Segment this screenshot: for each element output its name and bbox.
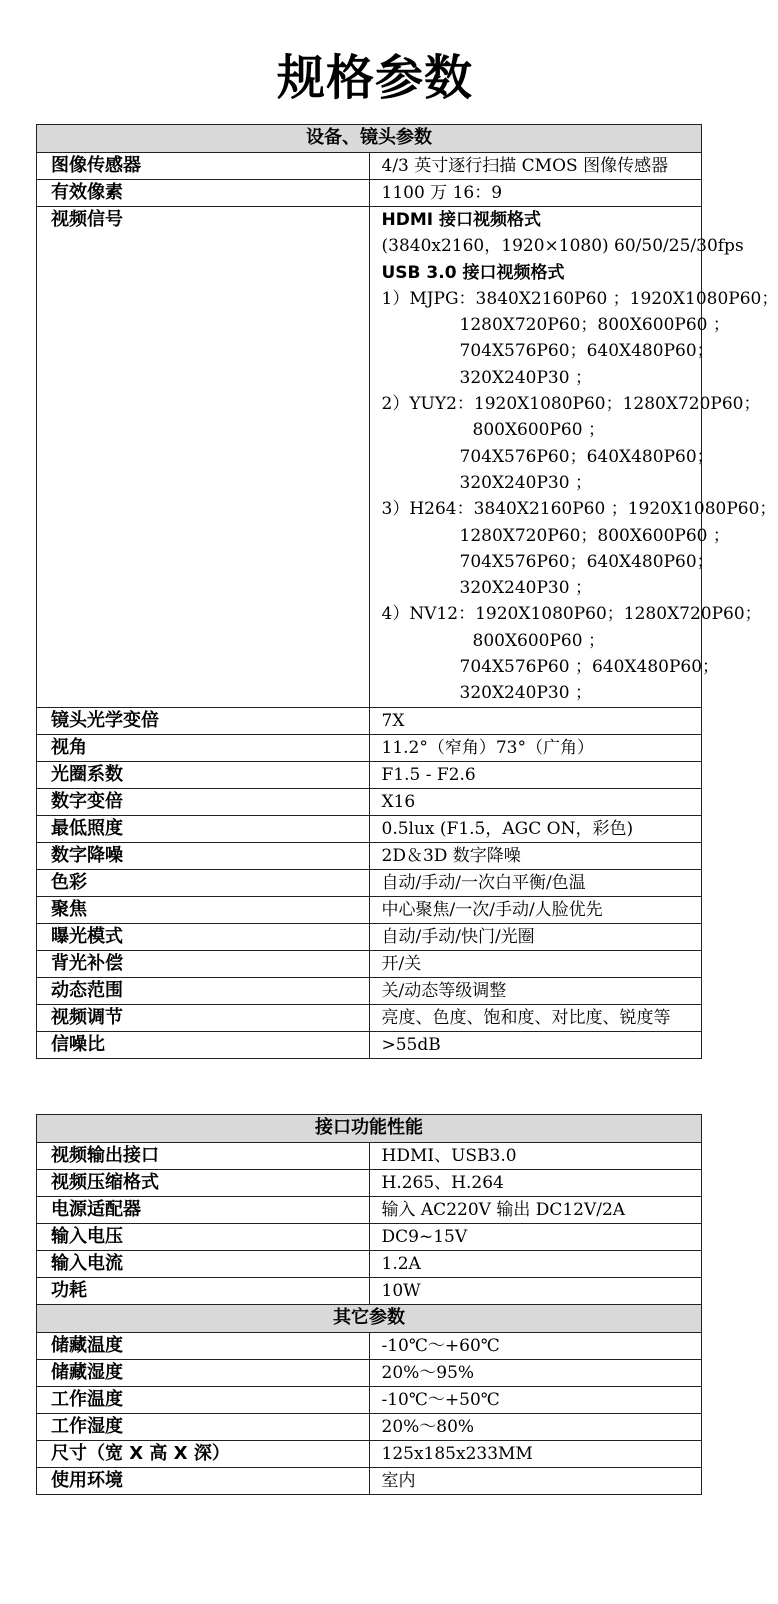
spec-row bbox=[37, 1224, 702, 1251]
spec-label: 动态范围 bbox=[37, 977, 370, 1004]
spec-label: 镜头光学变倍 bbox=[37, 707, 370, 734]
video-format-line: 704X576P60 ；640X480P60； bbox=[459, 657, 720, 678]
spec-row bbox=[37, 1333, 702, 1360]
video-format-line: 704X576P60；640X480P60； bbox=[459, 341, 714, 362]
spec-row bbox=[37, 1143, 702, 1170]
section-header-row bbox=[37, 1115, 702, 1143]
spec-value: 自动/手动/一次白平衡/色温 bbox=[369, 869, 702, 896]
spec-label: 数字降噪 bbox=[37, 842, 370, 869]
section-header-row bbox=[37, 1305, 702, 1333]
spec-row bbox=[37, 1251, 702, 1278]
spec-value: -10℃～+50℃ bbox=[369, 1387, 702, 1414]
spec-label: 储藏湿度 bbox=[37, 1360, 370, 1387]
spec-value: 输入 AC220V 输出 DC12V/2A bbox=[369, 1197, 702, 1224]
spec-value: 1.2A bbox=[369, 1251, 702, 1278]
spec-row bbox=[37, 207, 702, 708]
spec-value: 125x185x233MM bbox=[369, 1441, 702, 1468]
spec-label: 视频输出接口 bbox=[37, 1143, 370, 1170]
spec-value: 4/3 英寸逐行扫描 CMOS 图像传感器 bbox=[369, 153, 702, 180]
video-format-line: USB 3.0 接口视频格式 bbox=[381, 262, 565, 283]
spec-row bbox=[37, 761, 702, 788]
spec-label: 工作湿度 bbox=[37, 1414, 370, 1441]
spec-label: 信噪比 bbox=[37, 1031, 370, 1058]
spec-row bbox=[37, 734, 702, 761]
spec-label: 图像传感器 bbox=[37, 153, 370, 180]
spec-value: 2D＆3D 数字降噪 bbox=[369, 842, 702, 869]
video-format-line: 800X600P60 ； bbox=[472, 420, 605, 441]
spec-label: 有效像素 bbox=[37, 180, 370, 207]
video-format-line: 1）MJPG：3840X2160P60 ；1920X1080P60； bbox=[381, 288, 778, 309]
spec-label: 聚焦 bbox=[37, 896, 370, 923]
spec-row bbox=[37, 815, 702, 842]
video-format-line: 320X240P30 ； bbox=[459, 683, 592, 704]
spec-value: 1100 万 16：9 bbox=[369, 180, 702, 207]
video-format-line: 320X240P30 ； bbox=[459, 472, 592, 493]
video-format-line: (3840x2160，1920×1080) 60/50/25/30fps bbox=[381, 236, 744, 257]
section-header: 设备、镜头参数 bbox=[37, 125, 702, 153]
spec-row bbox=[37, 1387, 702, 1414]
spec-value: H.265、H.264 bbox=[369, 1170, 702, 1197]
spec-row bbox=[37, 153, 702, 180]
video-format-line: 1280X720P60；800X600P60 ； bbox=[459, 525, 730, 546]
spec-value: 室内 bbox=[369, 1468, 702, 1495]
spec-label: 视角 bbox=[37, 734, 370, 761]
spec-label: 最低照度 bbox=[37, 815, 370, 842]
spec-value: 10W bbox=[369, 1278, 702, 1305]
spec-label: 曝光模式 bbox=[37, 923, 370, 950]
spec-value: 20%～95% bbox=[369, 1360, 702, 1387]
video-format-line: 704X576P60；640X480P60； bbox=[459, 551, 714, 572]
video-format-line: HDMI 接口视频格式 bbox=[381, 210, 541, 230]
video-format-line: 320X240P30 ； bbox=[459, 367, 592, 388]
video-format-line: 704X576P60；640X480P60； bbox=[459, 446, 714, 467]
spec-row bbox=[37, 707, 702, 734]
spec-label: 功耗 bbox=[37, 1278, 370, 1305]
spec-row bbox=[37, 1031, 702, 1058]
spec-row bbox=[37, 788, 702, 815]
spec-value: F1.5 - F2.6 bbox=[369, 761, 702, 788]
spec-label: 视频信号 bbox=[37, 207, 370, 708]
spec-value: -10℃～+60℃ bbox=[369, 1333, 702, 1360]
spec-row bbox=[37, 1197, 702, 1224]
spec-label: 视频压缩格式 bbox=[37, 1170, 370, 1197]
spec-row bbox=[37, 869, 702, 896]
spec-value: 20%～80% bbox=[369, 1414, 702, 1441]
spec-label: 储藏温度 bbox=[37, 1333, 370, 1360]
spec-value: 亮度、色度、饱和度、对比度、锐度等 bbox=[369, 1004, 702, 1031]
spec-label: 输入电流 bbox=[37, 1251, 370, 1278]
spec-row bbox=[37, 842, 702, 869]
spec-value bbox=[369, 207, 778, 708]
spec-value: X16 bbox=[369, 788, 702, 815]
spec-row bbox=[37, 1004, 702, 1031]
spec-value: HDMI、USB3.0 bbox=[369, 1143, 702, 1170]
spec-label: 色彩 bbox=[37, 869, 370, 896]
video-format-line: 4）NV12：1920X1080P60；1280X720P60； bbox=[381, 604, 762, 625]
spec-value: 关/动态等级调整 bbox=[369, 977, 702, 1004]
device-lens-spec-table bbox=[36, 124, 778, 1059]
video-format-line: 3）H264：3840X2160P60 ；1920X1080P60； bbox=[381, 499, 777, 520]
spec-value: 中心聚焦/一次/手动/人脸优先 bbox=[369, 896, 702, 923]
spec-value: 0.5lux (F1.5，AGC ON，彩色) bbox=[369, 815, 702, 842]
spec-label: 电源适配器 bbox=[37, 1197, 370, 1224]
spec-value: DC9~15V bbox=[369, 1224, 702, 1251]
section-header: 接口功能性能 bbox=[37, 1115, 702, 1143]
page-title: 规格参数 bbox=[276, 50, 473, 106]
video-format-line: 320X240P30 ； bbox=[459, 578, 592, 599]
spec-row bbox=[37, 1360, 702, 1387]
spec-row bbox=[37, 950, 702, 977]
spec-label: 尺寸（宽 X 高 X 深） bbox=[37, 1441, 370, 1468]
spec-label: 背光补偿 bbox=[37, 950, 370, 977]
spec-value: 7X bbox=[369, 707, 702, 734]
spec-label: 视频调节 bbox=[37, 1004, 370, 1031]
spec-row bbox=[37, 1278, 702, 1305]
spec-value: 开/关 bbox=[369, 950, 702, 977]
spec-row bbox=[37, 923, 702, 950]
spec-value: 11.2°（窄角）73°（广角） bbox=[369, 734, 702, 761]
spec-row bbox=[37, 1170, 702, 1197]
spec-row bbox=[37, 180, 702, 207]
video-format-line: 800X600P60 ； bbox=[472, 630, 605, 651]
video-format-line: 1280X720P60；800X600P60 ； bbox=[459, 315, 730, 336]
spec-label: 使用环境 bbox=[37, 1468, 370, 1495]
spec-label: 数字变倍 bbox=[37, 788, 370, 815]
section-header: 其它参数 bbox=[37, 1305, 702, 1333]
spec-row bbox=[37, 977, 702, 1004]
spec-label: 工作温度 bbox=[37, 1387, 370, 1414]
section-header-row bbox=[37, 125, 702, 153]
interface-other-spec-table bbox=[36, 1114, 702, 1495]
spec-row bbox=[37, 1441, 702, 1468]
spec-label: 光圈系数 bbox=[37, 761, 370, 788]
spec-row bbox=[37, 1414, 702, 1441]
spec-label: 输入电压 bbox=[37, 1224, 370, 1251]
spec-row bbox=[37, 1468, 702, 1495]
spec-value: 自动/手动/快门/光圈 bbox=[369, 923, 702, 950]
spec-value: >55dB bbox=[369, 1031, 702, 1058]
video-format-line: 2）YUY2：1920X1080P60；1280X720P60； bbox=[381, 394, 761, 415]
spec-row bbox=[37, 896, 702, 923]
